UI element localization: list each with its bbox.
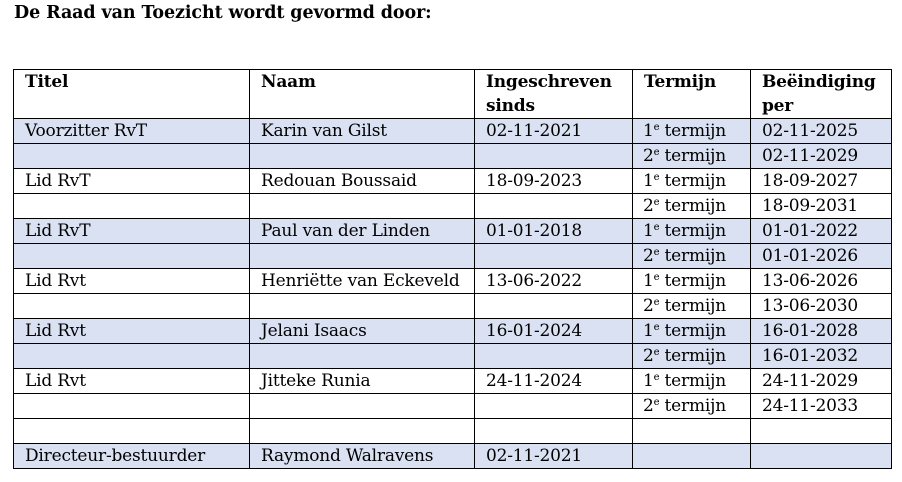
termijn-label: termijn [659,146,726,166]
cell-ingeschreven-sinds [475,244,633,269]
cell-titel [14,294,250,319]
termijn-number: 2 [643,346,654,366]
cell-naam [250,419,475,444]
termijn-ordinal-suffix: e [653,122,660,133]
table-row [14,394,892,419]
cell-titel: Lid Rvt [14,269,250,294]
cell-titel: Lid RvT [14,219,250,244]
cell-termijn [633,319,751,344]
cell-ingeschreven-sinds: 01-01-2018 [475,219,633,244]
cell-beeindiging-per [751,444,892,469]
cell-termijn [633,344,751,369]
cell-ingeschreven-sinds [475,294,633,319]
termijn-ordinal-suffix: e [653,197,660,208]
cell-beeindiging-per: 16-01-2032 [751,344,892,369]
cell-naam [250,344,475,369]
header-ingeschreven-sinds: Ingeschreven sinds [475,70,633,119]
termijn-number: 1 [643,271,654,291]
cell-termijn [633,269,751,294]
termijn-label: termijn [659,371,726,391]
termijn-ordinal-suffix: e [653,147,660,158]
cell-ingeschreven-sinds: 24-11-2024 [475,369,633,394]
table-row [14,444,892,469]
cell-beeindiging-per: 13-06-2030 [751,294,892,319]
cell-titel: Directeur-bestuurder [14,444,250,469]
cell-naam: Raymond Walravens [250,444,475,469]
table-row [14,169,892,194]
cell-beeindiging-per: 13-06-2026 [751,269,892,294]
termijn-label: termijn [659,221,726,241]
cell-termijn [633,119,751,144]
table-body [14,119,892,469]
termijn-label: termijn [659,171,726,191]
cell-termijn [633,244,751,269]
cell-ingeschreven-sinds [475,419,633,444]
cell-termijn [633,219,751,244]
table-row [14,344,892,369]
cell-titel [14,244,250,269]
cell-naam [250,244,475,269]
table-row [14,419,892,444]
cell-titel: Lid RvT [14,169,250,194]
header-titel: Titel [14,70,250,119]
cell-beeindiging-per: 24-11-2029 [751,369,892,394]
cell-termijn [633,419,751,444]
table-row [14,269,892,294]
header-beeindiging-per: Beëindiging per [751,70,892,119]
termijn-ordinal-suffix: e [653,172,660,183]
cell-beeindiging-per [751,419,892,444]
cell-titel [14,144,250,169]
termijn-ordinal-suffix: e [653,347,660,358]
cell-ingeschreven-sinds [475,394,633,419]
termijn-label: termijn [659,271,726,291]
cell-naam: Jitteke Runia [250,369,475,394]
cell-termijn [633,144,751,169]
cell-termijn [633,369,751,394]
cell-ingeschreven-sinds: 13-06-2022 [475,269,633,294]
cell-beeindiging-per: 01-01-2026 [751,244,892,269]
cell-beeindiging-per: 02-11-2029 [751,144,892,169]
cell-termijn [633,294,751,319]
cell-titel [14,344,250,369]
table-row [14,294,892,319]
termijn-ordinal-suffix: e [653,297,660,308]
cell-titel: Voorzitter RvT [14,119,250,144]
cell-ingeschreven-sinds [475,144,633,169]
table-row [14,144,892,169]
page-heading: De Raad van Toezicht wordt gevormd door: [14,3,432,23]
table-header-row [14,70,892,119]
table-row [14,369,892,394]
cell-naam: Redouan Boussaid [250,169,475,194]
cell-titel: Lid Rvt [14,369,250,394]
cell-naam [250,394,475,419]
cell-beeindiging-per: 18-09-2027 [751,169,892,194]
termijn-number: 2 [643,146,654,166]
termijn-number: 1 [643,121,654,141]
board-members-table [13,69,892,469]
table-row [14,194,892,219]
cell-naam [250,294,475,319]
cell-naam: Paul van der Linden [250,219,475,244]
cell-titel: Lid Rvt [14,319,250,344]
table-row [14,119,892,144]
termijn-ordinal-suffix: e [653,222,660,233]
termijn-number: 2 [643,196,654,216]
cell-beeindiging-per: 16-01-2028 [751,319,892,344]
termijn-ordinal-suffix: e [653,322,660,333]
cell-titel [14,419,250,444]
termijn-ordinal-suffix: e [653,372,660,383]
cell-ingeschreven-sinds [475,344,633,369]
cell-naam: Karin van Gilst [250,119,475,144]
header-naam: Naam [250,70,475,119]
termijn-label: termijn [659,396,726,416]
cell-ingeschreven-sinds [475,194,633,219]
cell-naam: Jelani Isaacs [250,319,475,344]
header-termijn: Termijn [633,70,751,119]
cell-naam: Henriëtte van Eckeveld [250,269,475,294]
table-row [14,219,892,244]
cell-beeindiging-per: 02-11-2025 [751,119,892,144]
cell-titel [14,194,250,219]
termijn-number: 2 [643,246,654,266]
termijn-number: 2 [643,396,654,416]
termijn-label: termijn [659,196,726,216]
table-row [14,244,892,269]
cell-ingeschreven-sinds: 18-09-2023 [475,169,633,194]
cell-naam [250,194,475,219]
termijn-number: 1 [643,321,654,341]
termijn-number: 2 [643,296,654,316]
cell-ingeschreven-sinds: 02-11-2021 [475,119,633,144]
cell-termijn [633,444,751,469]
termijn-number: 1 [643,171,654,191]
cell-termijn [633,394,751,419]
termijn-ordinal-suffix: e [653,272,660,283]
termijn-ordinal-suffix: e [653,247,660,258]
termijn-label: termijn [659,246,726,266]
cell-ingeschreven-sinds: 02-11-2021 [475,444,633,469]
termijn-number: 1 [643,371,654,391]
termijn-number: 1 [643,221,654,241]
cell-termijn [633,194,751,219]
cell-beeindiging-per: 01-01-2022 [751,219,892,244]
cell-naam [250,144,475,169]
cell-termijn [633,169,751,194]
cell-titel [14,394,250,419]
termijn-label: termijn [659,296,726,316]
table-row [14,319,892,344]
termijn-label: termijn [659,346,726,366]
termijn-ordinal-suffix: e [653,397,660,408]
cell-beeindiging-per: 24-11-2033 [751,394,892,419]
cell-ingeschreven-sinds: 16-01-2024 [475,319,633,344]
termijn-label: termijn [659,321,726,341]
termijn-label: termijn [659,121,726,141]
cell-beeindiging-per: 18-09-2031 [751,194,892,219]
